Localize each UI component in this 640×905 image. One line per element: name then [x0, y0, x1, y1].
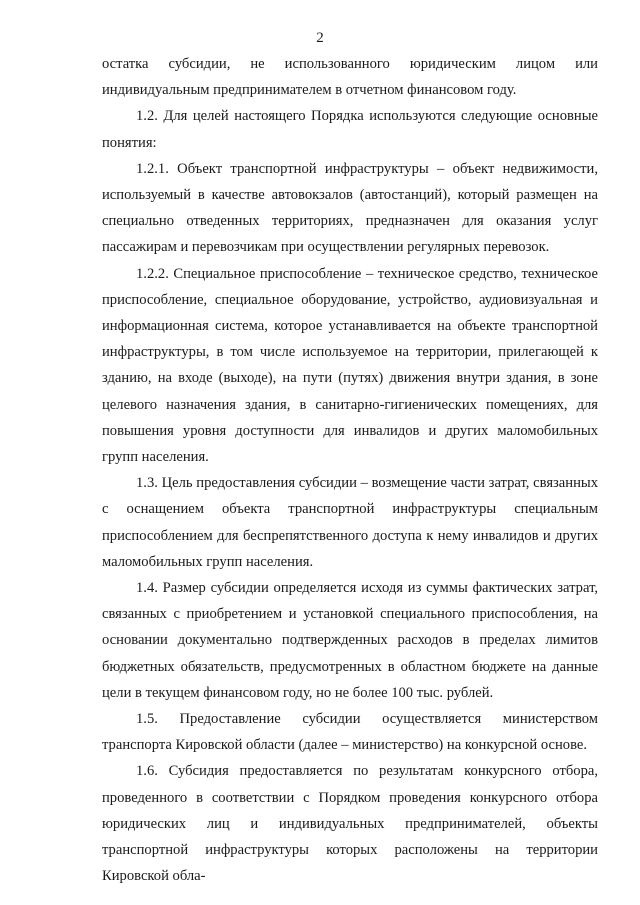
paragraph-1-2-1: 1.2.1. Объект транспортной инфраструктуры – объект недвижимости, используемый в качестве автовокзалов (автостанций), который размещен на специально отведенных территориях, предназначен для оказания услуг пассажирам и перевозчикам при осуществлении регулярных перевозок. [102, 160, 598, 256]
paragraph-1-2-2: 1.2.2. Специальное приспособление – техническое средство, техническое приспособление, специальное оборудование, устройство, аудиовизуальная и информационная система, которое устанавливается на объекте транспортной инфраструктуры, в том числе используемое на территории, прилегающей к зданию, на входе (выходе), на пути (путях) движения внутри здания, в зоне целевого назначения здания, в санитарно-гигиенических помещениях, для повышения уровня доступности для инвалидов и других маломобильных групп населения. [102, 265, 598, 466]
paragraph-continuation: остатка субсидии, не использованного юридическим лицом или индивидуальным предпринимателем в отчетном финансовом году. [102, 56, 598, 99]
paragraph-1-4: 1.4. Размер субсидии определяется исходя из суммы фактических затрат, связанных с приобретением и установкой специального приспособления, на основании документально подтвержденных расходов в пределах лимитов бюджетных обязательств, предусмотренных в областном бюджете на данные цели в текущем финансовом году, но не более 100 тыс. рублей. [102, 580, 598, 701]
page-number: 2 [316, 30, 324, 46]
paragraph-1-5: 1.5. Предоставление субсидии осуществляется министерством транспорта Кировской области (далее – министерство) на конкурсной основе. [102, 711, 598, 754]
document-body [102, 51, 598, 890]
paragraph-1-6: 1.6. Субсидия предоставляется по результатам конкурсного отбора, проведенного в соответствии с Порядком проведения конкурсного отбора юридических лиц и индивидуальных предпринимателей, объекты транспортной инфраструктуры которых расположены на территории Кировской обла- [102, 763, 598, 885]
paragraph-1-3: 1.3. Цель предоставления субсидии – возмещение части затрат, связанных с оснащением объекта транспортной инфраструктуры специальным приспособлением для беспрепятственного доступа к нему инвалидов и других маломобильных групп населения. [102, 475, 598, 570]
paragraph-1-2: 1.2. Для целей настоящего Порядка используются следующие основные понятия: [102, 108, 598, 151]
